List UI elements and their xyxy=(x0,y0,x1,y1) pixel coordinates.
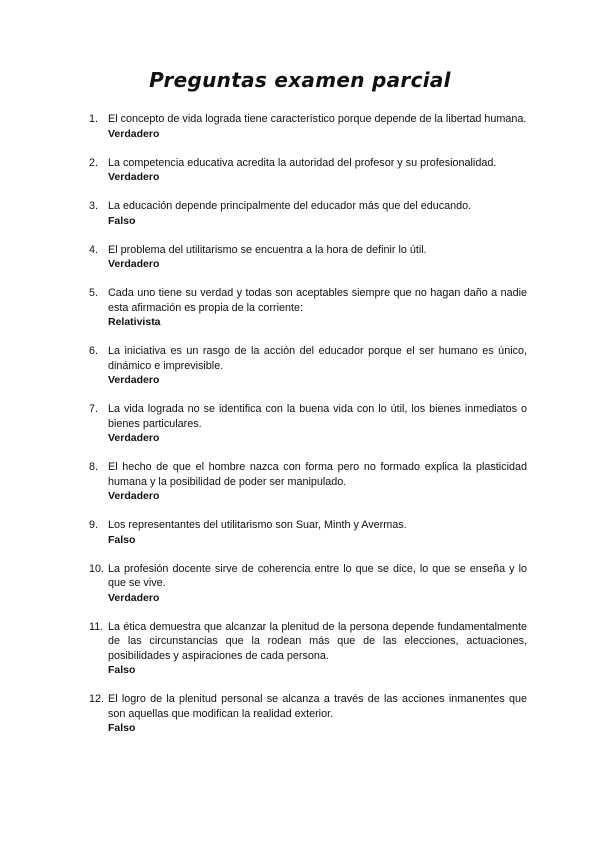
question-number: 1. xyxy=(89,113,99,125)
question-item xyxy=(89,286,527,330)
question-answer: Verdadero xyxy=(108,591,160,604)
question-number: 2. xyxy=(89,156,99,169)
question-answer: Verdadero xyxy=(108,171,160,183)
question-item xyxy=(89,620,527,678)
question-item xyxy=(89,344,527,388)
page-title: Preguntas examen parcial xyxy=(149,68,451,92)
question-answer: Verdadero xyxy=(108,490,160,502)
question-item xyxy=(89,460,527,504)
question-answer: Verdadero xyxy=(108,258,160,270)
question-item xyxy=(89,518,527,547)
question-item xyxy=(89,243,527,272)
question-answer: Falso xyxy=(108,214,136,227)
question-number: 7. xyxy=(89,403,99,415)
question-text: El hecho de que el hombre nazca con forma pero no formado explica la plasticidad humana y la posibilidad de poder ser manipulado. xyxy=(108,461,527,488)
question-text: La vida lograda no se identifica con la buena vida con lo útil, los bienes inmediatos o bienes particulares. xyxy=(108,403,527,430)
question-text: La ética demuestra que alcanzar la plenitud de la persona depende fundamentalmente de las circunstancias que la rodean más que de las elecciones, actuaciones, posibilidades y aspiraciones de cada persona. xyxy=(108,620,527,662)
question-text: El logro de la plenitud personal se alcanza a través de las acciones inmanentes que son aquellas que modifican la realidad exterior. xyxy=(108,693,527,720)
question-answer: Verdadero xyxy=(108,127,160,140)
question-item xyxy=(89,112,527,141)
question-answer: Falso xyxy=(108,722,136,734)
question-number: 6. xyxy=(89,345,99,357)
question-list xyxy=(89,112,527,750)
question-number: 9. xyxy=(89,519,99,531)
question-item xyxy=(89,692,527,736)
question-text: La iniciativa es un rasgo de la acción del educador porque el ser humano es único, dinámico e imprevisible. xyxy=(108,345,527,372)
question-text: El concepto de vida lograda tiene característico porque depende de la libertad humana. xyxy=(108,113,527,125)
question-text: El problema del utilitarismo se encuentra a la hora de definir lo útil. xyxy=(108,243,427,256)
question-answer: Falso xyxy=(108,533,136,546)
question-text: Los representantes del utilitarismo son Suar, Minth y Avermas. xyxy=(108,519,407,531)
question-answer: Verdadero xyxy=(108,374,160,386)
question-number: 10. xyxy=(89,562,105,575)
question-text: Cada uno tiene su verdad y todas son aceptables siempre que no hagan daño a nadie esta afirmación es propia de la corriente: xyxy=(108,287,527,314)
question-number: 5. xyxy=(89,287,99,299)
question-number: 3. xyxy=(89,200,99,212)
question-number: 12. xyxy=(89,693,105,705)
question-number: 8. xyxy=(89,461,99,473)
question-text: La educación depende principalmente del educador más que del educando. xyxy=(108,200,472,212)
question-text: La competencia educativa acredita la autoridad del profesor y su profesionalidad. xyxy=(108,156,497,169)
question-item xyxy=(89,402,527,446)
question-number: 11. xyxy=(89,620,104,633)
question-answer: Relativista xyxy=(108,316,161,328)
question-number: 4. xyxy=(89,243,99,256)
question-text: La profesión docente sirve de coherencia entre lo que se dice, lo que se enseña y lo que se vive. xyxy=(108,562,527,589)
question-item xyxy=(89,156,527,185)
question-answer: Falso xyxy=(108,664,136,676)
question-item xyxy=(89,562,527,606)
question-answer: Verdadero xyxy=(108,432,160,444)
question-item xyxy=(89,199,527,228)
